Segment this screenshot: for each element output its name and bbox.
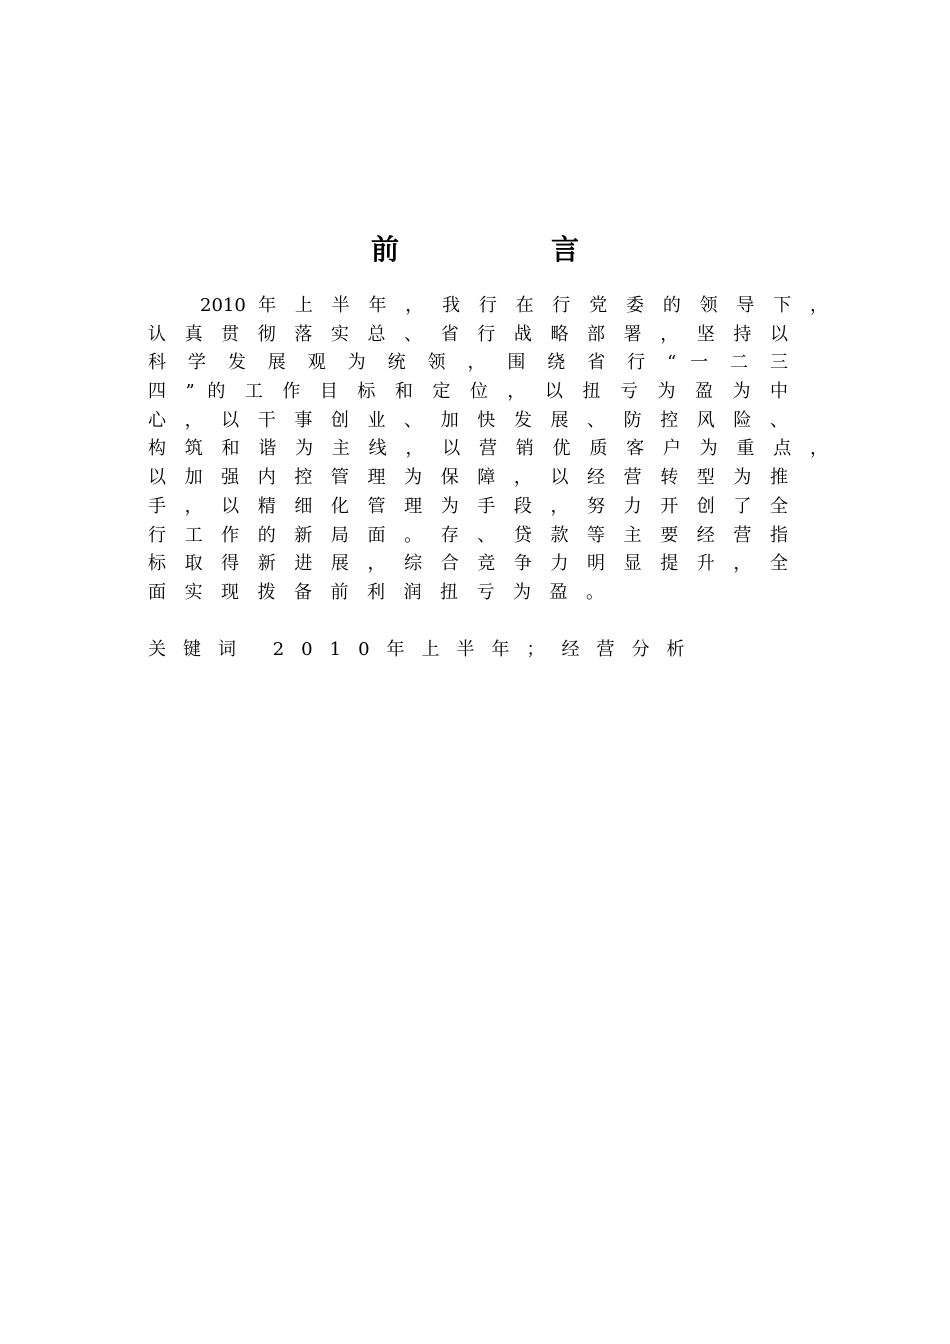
paragraph-line: 行 工 作 的 新 局 面 。 存 、 贷 款 等 主 要 经 营 指 xyxy=(148,524,788,546)
paragraph-line: 手 ， 以 精 细 化 管 理 为 手 段 ， 努 力 开 创 了 全 xyxy=(148,495,788,517)
keywords-label: 关键词 xyxy=(148,639,253,660)
paragraph-line: 认 真 贯 彻 落 实 总 、 省 行 战 略 部 署 ， 坚 持 以 xyxy=(148,323,788,345)
keywords xyxy=(148,636,702,664)
preface-paragraph xyxy=(148,292,828,608)
keywords-value: 2010年上半年；经营分析 xyxy=(272,639,702,660)
paragraph-line: 心 ， 以 干 事 创 业 、 加 快 发 展 、 防 控 风 险 、 xyxy=(148,409,788,431)
paragraph-line: 2010 年 上 半 年 ， 我 行 在 行 党 委 的 领 导 下 ， xyxy=(200,295,828,316)
paragraph-line: 面实现拨备前利润扭亏为盈。 xyxy=(148,581,623,603)
page-title: 前 言 xyxy=(370,233,641,266)
paragraph-line: 四 ” 的 工 作 目 标 和 定 位 ， 以 扭 亏 为 盈 为 中 xyxy=(148,381,789,403)
paragraph-line: 科 学 发 展 观 为 统 领 ， 围 绕 省 行 “ 一 二 三 xyxy=(148,352,788,374)
paragraph-line: 构 筑 和 谐 为 主 线 ， 以 营 销 优 质 客 户 为 重 点 ， xyxy=(148,438,828,460)
paragraph-line: 标 取 得 新 进 展 ， 综 合 竞 争 力 明 显 提 升 ， 全 xyxy=(148,553,788,575)
paragraph-line: 以 加 强 内 控 管 理 为 保 障 ， 以 经 营 转 型 为 推 xyxy=(148,467,788,489)
